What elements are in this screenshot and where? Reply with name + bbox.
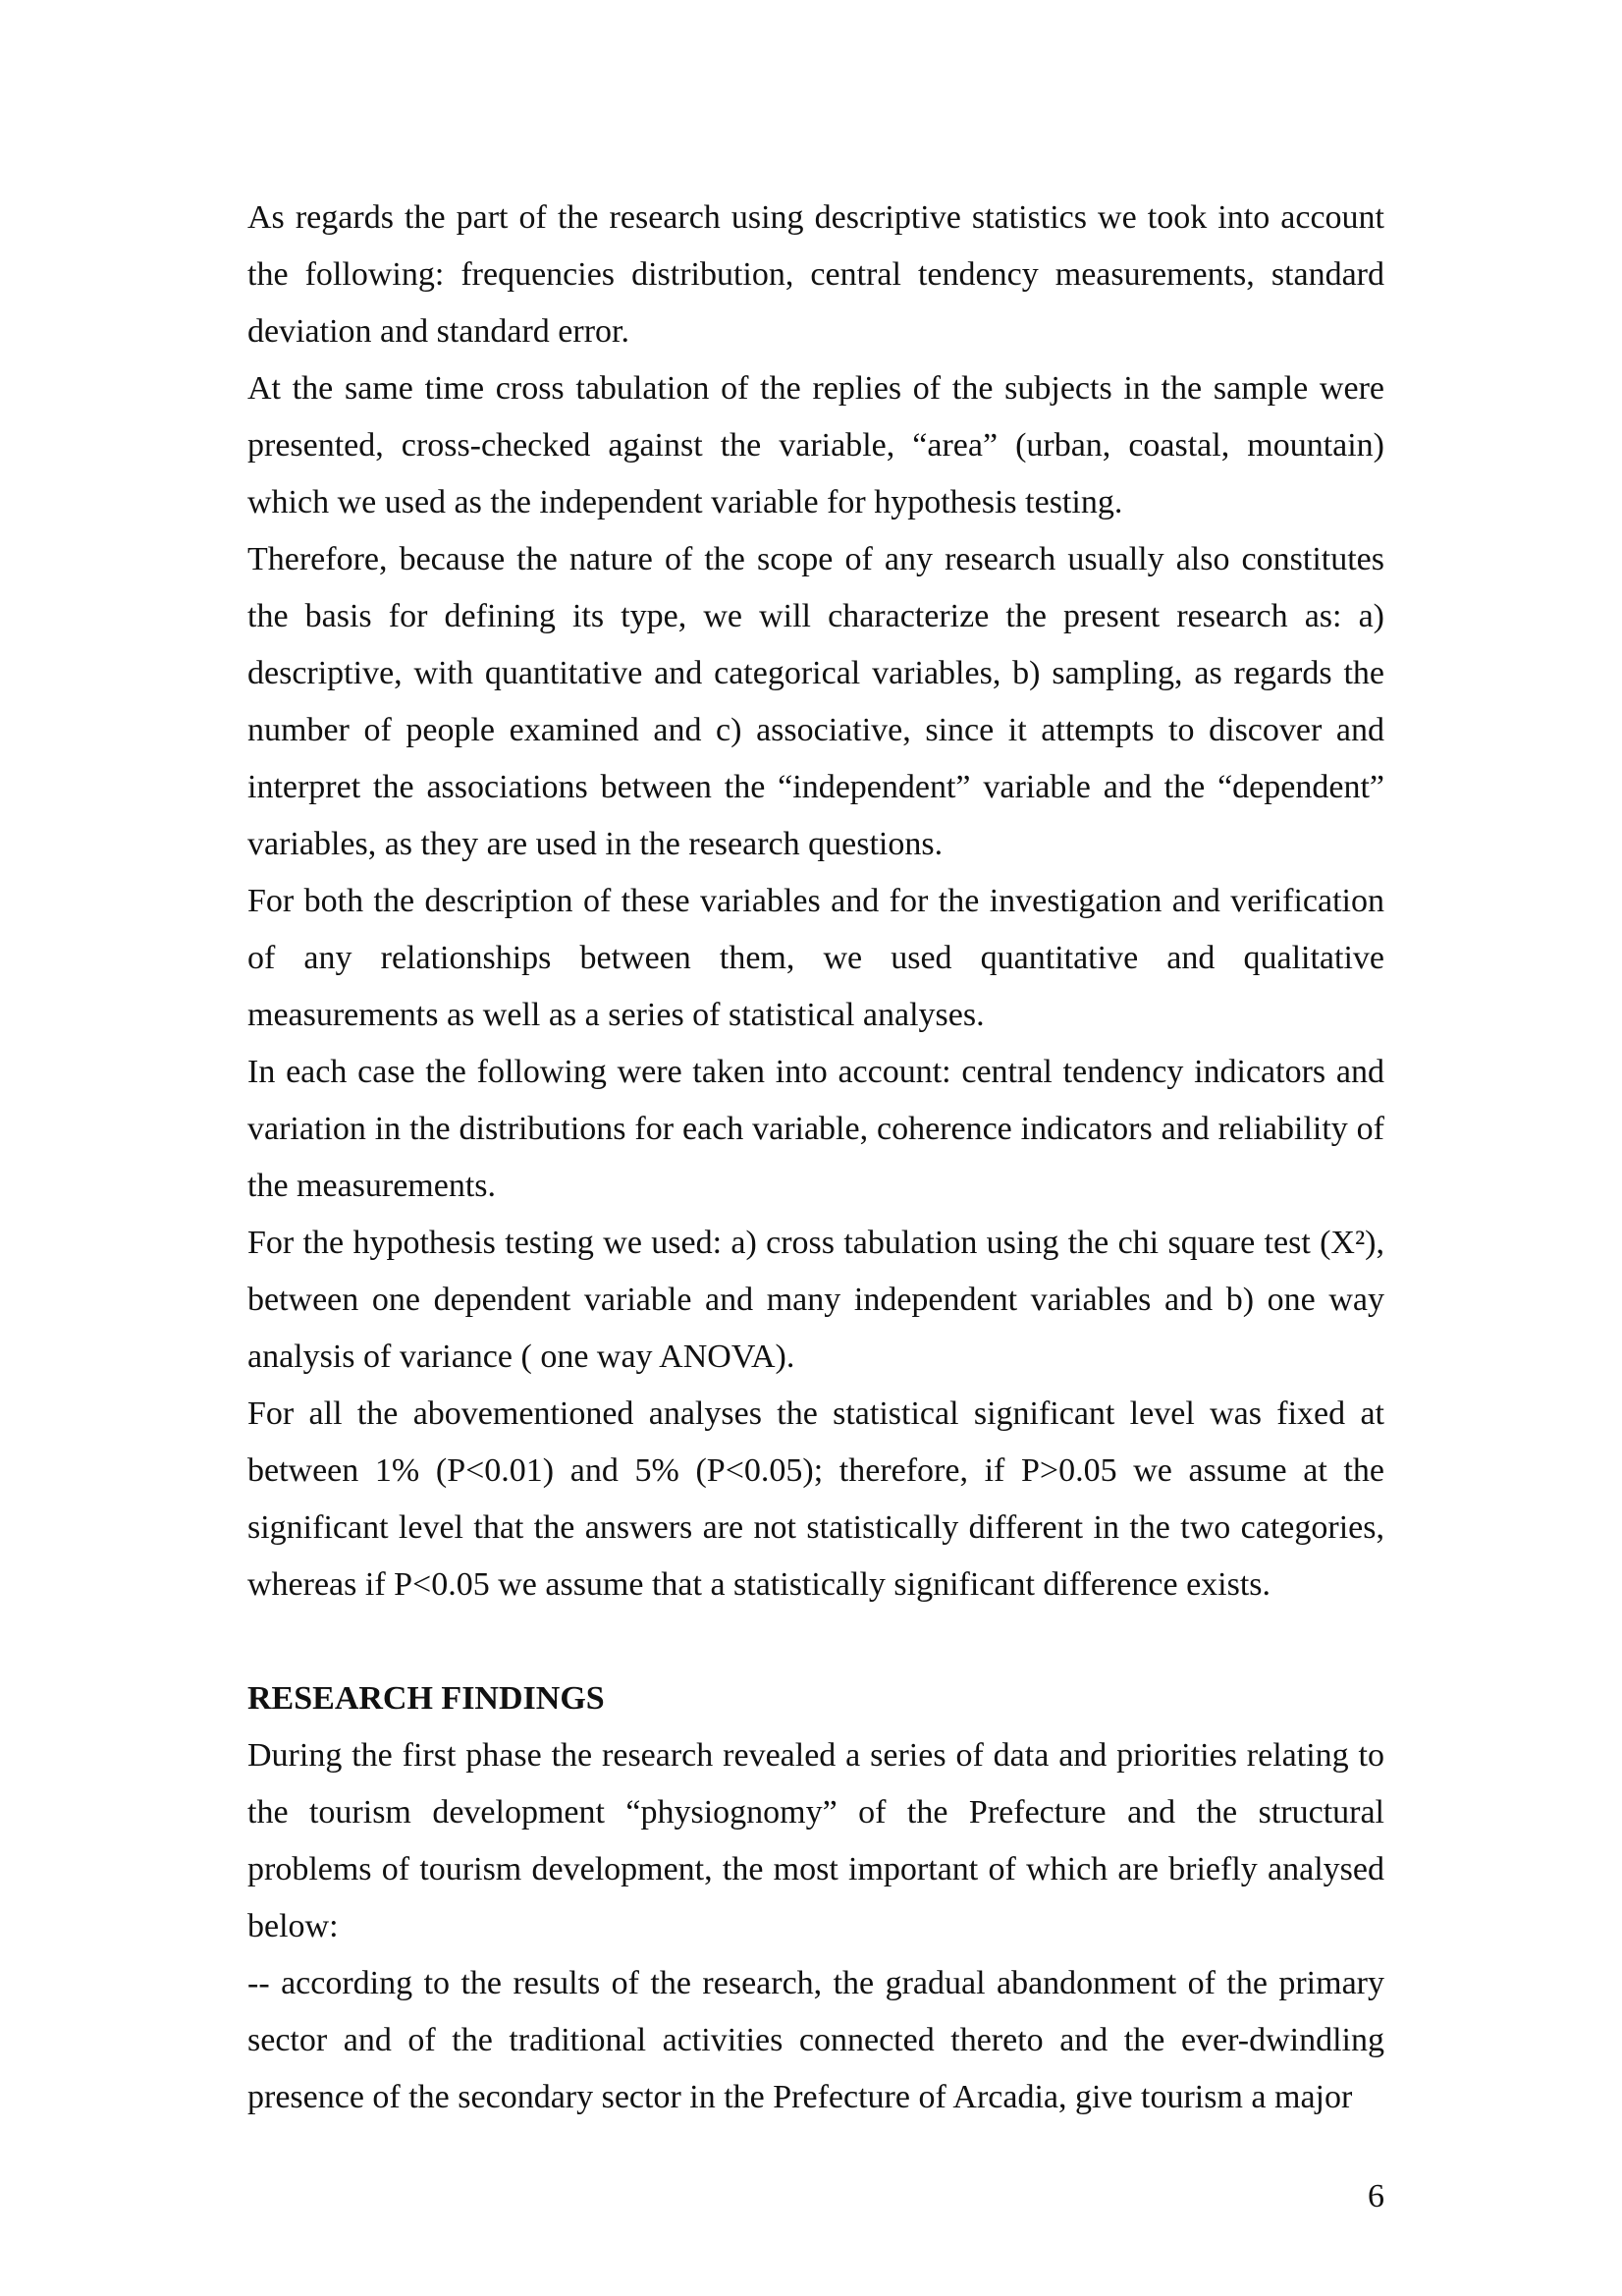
page-number: 6 bbox=[1368, 2178, 1384, 2214]
paragraph-research-type: Therefore, because the nature of the scope of any research usually also constitutes the basis for defining its type, we will characterize the present research as: a) descriptive, with quantitative and categorical variables, b) sampling, as regards the number of people examined and c) associative, since it attempts to discover and interpret the associations between the “independent” variable and the “dependent” variables, as they are used in the research questions. bbox=[247, 541, 1384, 862]
paragraph-abandonment: -- according to the results of the research, the gradual abandonment of the primary sector and of the traditional activities connected thereto and the ever-dwindling presence of the secondary sector in the Prefecture of Arcadia, give tourism a major bbox=[247, 1965, 1384, 2115]
paragraph-significance-level: For all the abovementioned analyses the statistical significant level was fixed at between 1% (P<0.01) and 5% (P<0.05); therefore, if P>0.05 we assume at the significant level that the answers are not statistically different in the two categories, whereas if P<0.05 we assume that a statistically significant difference exists. bbox=[247, 1395, 1384, 1603]
page-body bbox=[247, 190, 1384, 2126]
paragraph-measurements: For both the description of these variables and for the investigation and verification of any relationships between them, we used quantitative and qualitative measurements as well as a series of statistical analyses. bbox=[247, 883, 1384, 1033]
section-heading-research-findings: RESEARCH FINDINGS bbox=[247, 1680, 605, 1717]
paragraph-first-phase: During the first phase the research revealed a series of data and priorities relating to the tourism development “physiognomy” of the Prefecture and the structural problems of tourism development, the most important of which are briefly analysed below: bbox=[247, 1737, 1384, 1944]
paragraph-hypothesis-testing: For the hypothesis testing we used: a) cross tabulation using the chi square test (X²), between one dependent variable and many independent variables and b) one way analysis of variance ( one way ANOVA). bbox=[247, 1225, 1384, 1375]
paragraph-descriptive-statistics: As regards the part of the research using descriptive statistics we took into account the following: frequencies distribution, central tendency measurements, standard deviation and standard error. bbox=[247, 199, 1384, 350]
paragraph-cross-tabulation: At the same time cross tabulation of the replies of the subjects in the sample were presented, cross-checked against the variable, “area” (urban, coastal, mountain) which we used as the independent variable for hypothesis testing. bbox=[247, 370, 1384, 520]
paragraph-indicators: In each case the following were taken into account: central tendency indicators and variation in the distributions for each variable, coherence indicators and reliability of the measurements. bbox=[247, 1054, 1384, 1204]
